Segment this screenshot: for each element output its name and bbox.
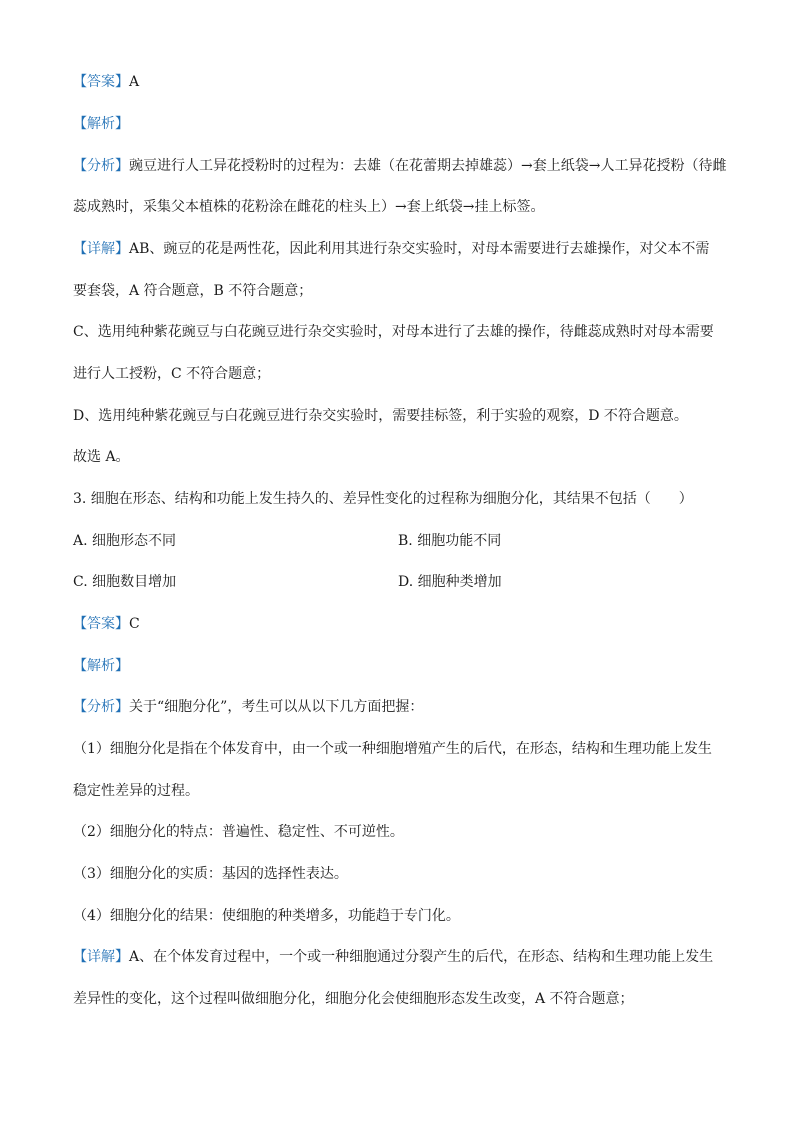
fenxi-tag: 【分析】 bbox=[73, 158, 129, 174]
option-a: A. 细胞形态不同 bbox=[73, 533, 177, 549]
xiangjie-line-1-q3 bbox=[73, 947, 713, 967]
fenxi-tag: 【分析】 bbox=[73, 699, 129, 715]
fenxi-text: 豌豆进行人工异花授粉时的过程为：去雄（在花蕾期去掉雄蕊）→套上纸袋→人工异花授粉（待雌 bbox=[129, 158, 727, 174]
option-d-analysis-line: D、选用纯种紫花豌豆与白花豌豆进行杂交实验时，需要挂标签，利于实验的观察，D 不符合题意。 bbox=[73, 408, 688, 424]
point-3: （3）细胞分化的实质：基因的选择性表达。 bbox=[73, 866, 348, 882]
answer-tag: 【答案】 bbox=[73, 616, 129, 632]
fenxi-line-q3 bbox=[73, 697, 423, 717]
analysis-heading-q3 bbox=[73, 656, 129, 676]
point-2: （2）细胞分化的特点：普遍性、稳定性、不可逆性。 bbox=[73, 824, 404, 840]
option-c: C. 细胞数目增加 bbox=[73, 574, 177, 590]
point-4: （4）细胞分化的结果：使细胞的种类增多，功能趋于专门化。 bbox=[73, 908, 460, 924]
xiangjie-text: AB、豌豆的花是两性花，因此利用其进行杂交实验时，对母本需要进行去雄操作，对父本不需 bbox=[129, 241, 710, 257]
question-3-stem: 3. 细胞在形态、结构和功能上发生持久的、差异性变化的过程称为细胞分化，其结果不包括（ ） bbox=[73, 491, 693, 507]
answer-line-q2 bbox=[73, 72, 139, 92]
option-d: D. 细胞种类增加 bbox=[398, 574, 502, 590]
fenxi-line-2-q2: 蕊成熟时，采集父本植株的花粉涂在雌花的柱头上）→套上纸袋→挂上标签。 bbox=[73, 199, 545, 215]
xiangjie-line-2-q2: 要套袋，A 符合题意，B 不符合题意； bbox=[73, 283, 313, 299]
option-c-analysis-line-1: C、选用纯种紫花豌豆与白花豌豆进行杂交实验时，对母本进行了去雄的操作，待雌蕊成熟时对母本需要 bbox=[73, 324, 714, 340]
point-1-line-1: （1）细胞分化是指在个体发育中，由一个或一种细胞增殖产生的后代，在形态，结构和生理功能上发生 bbox=[73, 741, 712, 757]
choice-conclusion-q2: 故选 A。 bbox=[73, 449, 130, 465]
option-c-analysis-line-2: 进行人工授粉，C 不符合题意； bbox=[73, 366, 271, 382]
point-1-line-2: 稳定性差异的过程。 bbox=[73, 783, 199, 799]
analysis-tag: 【解析】 bbox=[73, 116, 129, 132]
answer-value: A bbox=[129, 74, 140, 90]
xiangjie-tag: 【详解】 bbox=[73, 241, 129, 257]
answer-value: C bbox=[129, 616, 140, 632]
analysis-heading-q2 bbox=[73, 114, 129, 134]
fenxi-line-1-q2 bbox=[73, 156, 726, 176]
xiangjie-tag: 【详解】 bbox=[73, 949, 129, 965]
analysis-tag: 【解析】 bbox=[73, 658, 129, 674]
option-b: B. 细胞功能不同 bbox=[398, 533, 502, 549]
xiangjie-line-2-q3: 差异性的变化，这个过程叫做细胞分化，细胞分化会使细胞形态发生改变，A 不符合题意； bbox=[73, 991, 634, 1007]
xiangjie-text: A、在个体发育过程中，一个或一种细胞通过分裂产生的后代，在形态、结构和生理功能上发生 bbox=[129, 949, 714, 965]
fenxi-intro: 关于“细胞分化”，考生可以从以下几方面把握： bbox=[129, 699, 424, 715]
answer-line-q3 bbox=[73, 614, 140, 634]
xiangjie-line-1-q2 bbox=[73, 239, 709, 259]
answer-tag: 【答案】 bbox=[73, 74, 129, 90]
